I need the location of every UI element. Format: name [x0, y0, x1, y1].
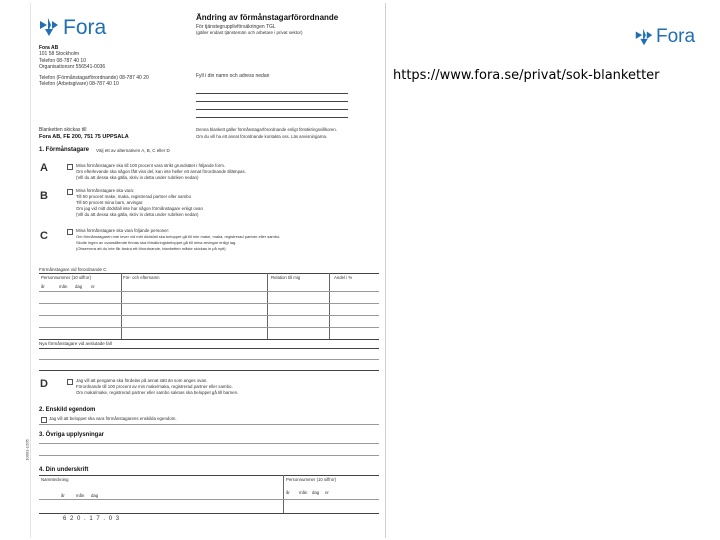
fora-logo-large [633, 26, 713, 48]
section-2-heading: 2. Enskild egendom [39, 407, 96, 413]
side-code: 10001-1205 [24, 439, 30, 461]
personnummer-label: Personnummer (10 siffror) [286, 477, 337, 482]
sign-date-month: mån [299, 490, 308, 495]
option-b-line-5: (Vill du att dessa ska gälla, skriv in detta under rubriken nedan) [76, 212, 199, 217]
option-d-letter: D [40, 378, 48, 390]
table-1-row-1 [39, 291, 379, 292]
date-col-year: år [41, 284, 45, 289]
notice-1: Denna blankett gäller förmånstagarförordnande enligt försäkringsvillkoren. [196, 127, 337, 132]
notice-2: Om du vill ha ett annat förordnande kontakta oss. Läs anvisningarna. [196, 134, 328, 139]
page-url[interactable]: https://www.fora.se/privat/sok-blanketter [393, 68, 660, 83]
option-c-line-4: (Observera att du inte får ändra ett förordnande, blanketten måste skickas in på nytt) [76, 246, 226, 251]
table-1-title: Förmånstagare vid förordnande C [39, 267, 107, 272]
company-name: Fora AB [39, 45, 59, 51]
table-1-row-3 [39, 315, 379, 316]
address-box-label: Fyll i din namn och adress nedan [196, 73, 270, 79]
option-c-line-2: Om förmånstagaren inte lever vid mitt dödsfall ska beloppet gå till min make, maka, registrerad partner eller sambo. [76, 234, 281, 239]
option-d-line-2: Förordnande till 100 procent av min make/maka, registrerad partner eller sambo. [76, 384, 233, 389]
signature-top-rule [39, 475, 379, 476]
option-c-line-3: Skulle ingen av ovanstående finnas ska försäkringsbeloppet gå till mina arvingar enligt lag. [76, 240, 237, 245]
option-c-checkbox[interactable] [67, 229, 73, 235]
section-4-heading: 4. Din underskrift [39, 467, 89, 473]
signature-bottom-rule [39, 513, 379, 514]
option-b-checkbox[interactable] [67, 189, 73, 195]
date-month-2: mån [76, 493, 85, 498]
section-2-text: Jag vill att beloppet ska vara förmånstagarens enskilda egendom. [49, 416, 177, 421]
section-3-rule-2 [39, 455, 379, 456]
sign-date-day: dag [312, 490, 320, 495]
address-line-1 [196, 93, 348, 94]
table-2-top-rule [39, 348, 379, 349]
option-d-line-1: Jag vill att pengarna ska fördelas på annat sätt än som anges ovan. [76, 378, 208, 383]
section-2-checkbox[interactable] [41, 417, 47, 423]
option-b-line-2: Till 50 procent make, maka, registrerad partner eller sambo [76, 194, 192, 199]
date-col-day: dag [75, 284, 83, 289]
date-col-month: mån [59, 284, 68, 289]
table-1-bottom-rule [39, 339, 379, 340]
table-1-col-1: Personnummer (10 siffror) [41, 275, 92, 280]
signature-label: Namnteckning [41, 477, 69, 482]
signature-divider [283, 475, 284, 513]
section-3-rule-1 [39, 443, 379, 444]
option-d-line-3: Om maka/make, registrerad partner eller sambo saknas ska beloppet gå till barnen. [76, 390, 239, 395]
option-b-line-3: Till 50 procent mina barn, arvingar. [76, 200, 144, 205]
option-b-line-1: Mina förmånstagare ska vara: [76, 188, 135, 193]
fora-logo [37, 15, 113, 41]
option-b-line-4: Om jag vid mitt dödsfall inte har någon förmånstagare enligt ovan [76, 206, 203, 211]
table-2-row-1 [39, 359, 379, 360]
sign-date-nr: nr [325, 490, 329, 495]
company-phone: Telefon 08-787 40 10 [39, 58, 86, 64]
form-subtitle: För tjänstegrupplivförsäkringen TGL [196, 24, 276, 30]
fora-logo-mark [37, 15, 61, 39]
company-phone-3: Telefon (Arbetsgivare) 08-787 40 10 [39, 81, 119, 87]
option-c-letter: C [40, 230, 48, 242]
form-title: Ändring av förmånstagarförordnande [196, 13, 339, 22]
option-b-letter: B [40, 190, 48, 202]
return-address: Fora AB, FE 200, 751 75 UPPSALA [39, 134, 129, 140]
section-1-hint: Välj ett av alternativen A, B, C eller D [96, 148, 170, 153]
date-day-2: dag [91, 493, 99, 498]
table-1-col-2: För- och efternamn [123, 275, 160, 280]
company-phone-2: Telefon (Förmånstagarförordnande) 08-787 40 20 [39, 75, 149, 81]
option-a-line-3: (Vill du att dessa ska gälla, skriv in detta under rubriken nedan) [76, 175, 199, 180]
company-org: Organisationsnr 556541-0036 [39, 64, 106, 70]
address-line-4 [196, 117, 348, 118]
table-1-divider-1 [121, 273, 122, 339]
company-address: 101 58 Stockholm [39, 51, 80, 57]
table-1-divider-2 [267, 273, 268, 339]
option-a-line-1: Mina förmånstagare ska till 100 procent vara strikt grundsätet i följande form. [76, 163, 226, 168]
table-1-col-3: Relation till mig [271, 275, 301, 280]
section-1-heading: 1. Förmånstagare [39, 147, 90, 153]
option-c-line-1: Mina förmånstagare ska vara följande personer: [76, 228, 170, 233]
signature-mid-rule [39, 499, 379, 500]
option-d-checkbox[interactable] [67, 379, 73, 385]
section-2-rule [39, 424, 379, 425]
option-a-line-2: Om efterlevande ska någon fått viss del, kan inte heller ett annat förordnande tillämpas. [76, 169, 246, 174]
form-subtitle-2: (gäller endast tjänstemän och arbetare i privat sektor) [196, 30, 303, 35]
table-1-divider-3 [329, 273, 330, 339]
form-page [24, 3, 386, 538]
table-1-row-4 [39, 327, 379, 328]
footer-code: 6 2 0 . 1 7 . 0 3 [63, 516, 121, 522]
fora-logo-large-mark [633, 26, 655, 48]
section-3-heading: 3. Övriga upplysningar [39, 432, 105, 438]
table-1-top-rule [39, 273, 379, 274]
table-2-title: Nya förmånstagare vid avslutade fall [39, 341, 112, 346]
table-2-bottom-rule [39, 370, 379, 371]
table-1-row-2 [39, 303, 379, 304]
fora-logo-large-text: Fora [656, 26, 696, 47]
return-to-label: Blanketten skickas till [39, 127, 87, 133]
date-col-nr: nr [91, 284, 95, 289]
option-a-checkbox[interactable] [67, 164, 73, 170]
fora-logo-text: Fora [63, 16, 107, 39]
address-line-3 [196, 109, 348, 110]
option-a-letter: A [40, 162, 48, 174]
sign-date-year: år [286, 490, 290, 495]
date-year-2: år [61, 493, 65, 498]
table-1-col-4: Andel i % [334, 275, 353, 280]
address-line-2 [196, 101, 348, 102]
